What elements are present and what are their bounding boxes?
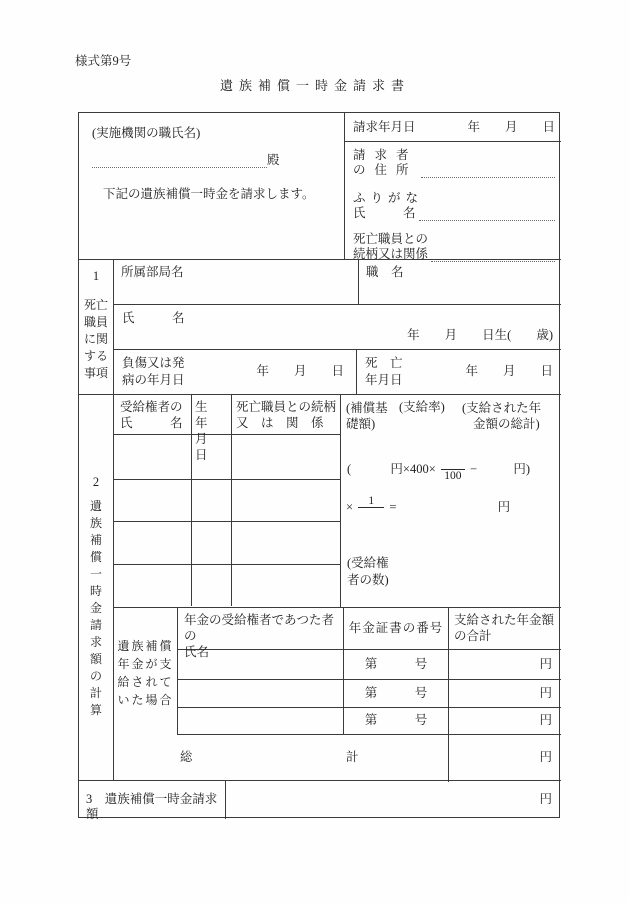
beneficiary-name-header: 受給権者の 氏 名 [120, 400, 183, 430]
section2-number: 2 [92, 475, 100, 489]
rate-label: (支給率) [399, 400, 445, 414]
rate-blank [441, 457, 465, 470]
rate-fraction: 100 [441, 457, 465, 483]
request-date-label: 請求年月日 [353, 119, 416, 134]
deceased-name-label: 氏 名 [122, 311, 185, 325]
section2-side-label: 遺 族 補 償 一 時 金 請 求 額 の 計 算 [89, 499, 102, 717]
base-amount-label: (補償基 礎額) [346, 401, 388, 431]
pension-case-cell [114, 608, 178, 735]
injury-date-label: 負傷又は発 病の年月日 [122, 356, 185, 387]
injury-date-cell [114, 350, 356, 395]
request-statement: 下記の遺族補償一時金を請求します。 [103, 187, 315, 201]
paid-amount-unit: 円 [448, 650, 561, 680]
beneficiary-table [114, 395, 341, 607]
cert-number-value: 第 号 [343, 708, 448, 735]
claimant-label-line1: 請求者 [353, 148, 418, 162]
position-label: 職 名 [366, 265, 404, 279]
paid-amount-unit: 円 [448, 680, 561, 708]
birthdate-header: 生 年 月 日 [191, 395, 231, 435]
pension-row [178, 650, 561, 680]
claimant-cell [344, 113, 561, 259]
pension-case-label: 遺族補償 年金が支 給されて いた場合 [117, 639, 174, 707]
beneficiary-row [114, 565, 340, 606]
claimant-name-field [353, 191, 555, 221]
relation-label-line1: 死亡職員との [353, 232, 429, 246]
section1-row-dept [114, 260, 561, 305]
section1-side-label: 死亡 職員 に関 する 事項 [83, 298, 108, 380]
section1-row-dates [114, 350, 561, 395]
relation-field [353, 232, 555, 262]
section3 [79, 780, 561, 821]
section1-row-name [114, 305, 561, 350]
pension-row [178, 708, 561, 735]
death-date-value: 年 月 日 [465, 364, 553, 378]
section2 [79, 394, 561, 780]
pension-total-row [114, 735, 561, 782]
addressee-cell [79, 113, 344, 259]
cert-number-value: 第 号 [343, 650, 448, 680]
section1-side-label-cell [79, 260, 114, 395]
total-label-part2: 計 [346, 750, 359, 764]
claim-amount-label: 3 遺族補償一時金請求額 [86, 792, 218, 821]
pension-subtable [114, 607, 561, 781]
claimant-address-fill-line [421, 164, 555, 178]
formula-cell [342, 395, 561, 607]
section1-number: 1 [92, 269, 100, 283]
death-date-label: 死 亡 年月日 [365, 356, 403, 387]
formula-line2: × 1 = 円 [346, 495, 556, 521]
request-date-value: 年 月 日 [467, 119, 555, 134]
beneficiary-count-blank [358, 508, 384, 521]
paid-sum-header: 支給された年金額 の合計 [448, 608, 561, 650]
relation-header: 死亡職員との続柄 又 は 関 係 [231, 395, 341, 435]
section1 [79, 259, 561, 394]
page-title: 遺族補償一時金請求書 [219, 78, 410, 93]
addressee-fill-line [92, 154, 267, 168]
pension-total-label: (支給された年 金額の総計) [462, 401, 542, 431]
beneficiary-row [114, 480, 340, 522]
cert-number-value: 第 号 [343, 680, 448, 708]
beneficiary-row [114, 435, 340, 480]
total-label-part1: 総 [180, 750, 193, 764]
total-amount-unit: 円 [448, 735, 561, 782]
pension-holder-header: 年金の受給権者であつた者の 氏名 [184, 613, 335, 659]
furigana-label: ふりがな [353, 191, 424, 205]
claim-amount-unit: 円 [539, 792, 552, 806]
relation-label-line2: 続柄又は関係 [353, 247, 429, 261]
form-table [78, 112, 560, 821]
claimant-name-label: 氏 名 [353, 206, 416, 220]
addressee-line [92, 153, 310, 168]
form-number: 様式第9号 [75, 54, 132, 68]
birth-date-value: 年 月 日生( 歳) [407, 328, 553, 342]
beneficiary-fraction: 1 [358, 495, 384, 521]
pension-grid [178, 608, 561, 735]
pension-header-row [178, 608, 561, 659]
claimant-label-line2: の住所 [353, 163, 418, 177]
formula-line1: ( 円×400× 100 − 円) [347, 457, 557, 483]
department-label: 所属部局名 [121, 265, 184, 279]
cert-number-header: 年金証書の番号 [343, 608, 448, 650]
agency-name-label: (実施機関の職氏名) [92, 126, 201, 140]
claim-amount-cell [226, 781, 561, 819]
dono-suffix: 殿 [267, 153, 280, 167]
claimant-address-field [353, 148, 555, 178]
claimant-name-fill-line [419, 207, 555, 221]
death-date-cell [356, 350, 561, 395]
request-date-row [345, 113, 561, 142]
beneficiary-row [114, 522, 340, 565]
injury-date-value: 年 月 日 [256, 364, 344, 378]
position-cell [358, 260, 561, 305]
paid-amount-unit: 円 [448, 708, 561, 735]
beneficiary-count-label: (受給権 者の数) [347, 556, 389, 587]
section3-label-cell [79, 781, 226, 819]
beneficiary-table-header [114, 395, 340, 462]
pension-row [178, 680, 561, 708]
department-cell [114, 260, 358, 305]
section2-side-label-cell [79, 395, 114, 781]
